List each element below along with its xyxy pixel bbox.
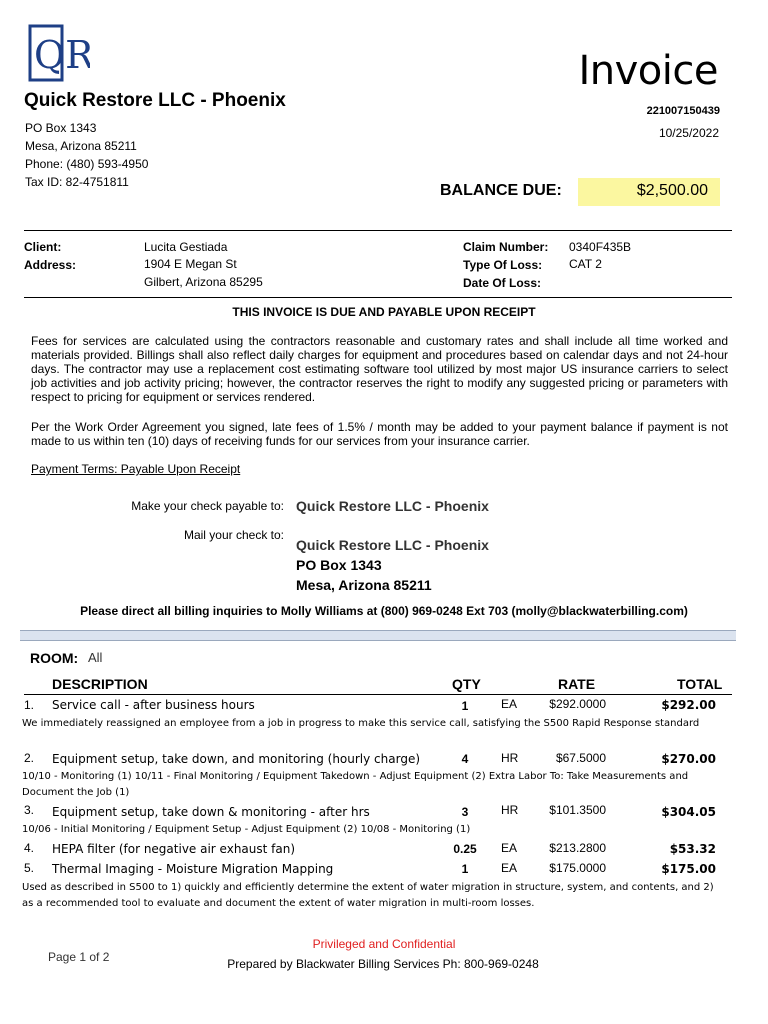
- company-logo: [28, 24, 90, 82]
- row-number: 4.: [24, 841, 35, 855]
- header-rate: RATE: [558, 676, 596, 692]
- late-fee-paragraph: Per the Work Order Agreement you signed, late fees of 1.5% / month may be added to your payment balance if payment is not made to us within ten (10) days of receiving funds for our services from your insurance carrier.: [31, 420, 728, 448]
- section-bar: [20, 630, 736, 641]
- prepared-by: Prepared by Blackwater Billing Services Ph: 800-969-0248: [227, 957, 539, 971]
- row-total: $53.32: [669, 842, 716, 856]
- company-name: Quick Restore LLC - Phoenix: [24, 90, 286, 111]
- row-description: Equipment setup, take down & monitoring - after hrs: [52, 805, 370, 819]
- row-note: We immediately reassigned an employee from a job in progress to make this service call, satisfying the S500 Rapid Response standard: [22, 718, 700, 729]
- company-address-line: PO Box 1343: [25, 121, 97, 135]
- due-heading: THIS INVOICE IS DUE AND PAYABLE UPON RECEIPT: [232, 305, 536, 319]
- company-tax-id: Tax ID: 82-4751811: [25, 175, 129, 189]
- loss-type-label: Type Of Loss:: [463, 258, 543, 272]
- client-address-line2: Gilbert, Arizona 85295: [144, 275, 263, 289]
- row-note: 10/10 - Monitoring (1) 10/11 - Final Monitoring / Equipment Takedown - Adjust Equipment (2) Extra Labor To: Take Measurements and Document the Job (1): [22, 771, 689, 798]
- row-qty: 1: [461, 699, 469, 713]
- invoice-number: 221007150439: [646, 105, 720, 117]
- row-qty: 3: [461, 805, 469, 819]
- loss-date-label: Date Of Loss:: [463, 276, 542, 290]
- invoice-date: 10/25/2022: [658, 126, 719, 140]
- billing-inquiries: Please direct all billing inquiries to Molly Williams at (800) 969-0248 Ext 703 (molly@blackwaterbilling.com): [80, 604, 688, 618]
- mail-to-line1: Quick Restore LLC - Phoenix: [296, 537, 489, 553]
- payment-terms: Payment Terms: Payable Upon Receipt: [31, 462, 241, 476]
- logo-text: QR: [34, 33, 90, 77]
- divider: [24, 297, 732, 298]
- row-rate: $213.2800: [549, 841, 606, 855]
- privileged-notice: Privileged and Confidential: [312, 937, 456, 951]
- row-rate: $292.0000: [549, 697, 606, 711]
- balance-due-amount: $2,500.00: [636, 182, 708, 199]
- payable-to-label: Make your check payable to:: [131, 499, 284, 513]
- row-description: Thermal Imaging - Moisture Migration Mapping: [52, 862, 334, 876]
- row-qty: 4: [461, 752, 469, 766]
- row-rate: $101.3500: [549, 803, 606, 817]
- mail-to-line3: Mesa, Arizona 85211: [296, 577, 432, 593]
- page-number: Page 1 of 2: [48, 950, 110, 964]
- row-qty: 0.25: [453, 842, 477, 856]
- row-rate: $175.0000: [549, 861, 606, 875]
- row-note: Used as described in S500 to 1) quickly and efficiently determine the extent of water migration in structure, system, and contents, and 2) as a recommended tool to evaluate and document the extent of water migration in multi-room losses.: [22, 882, 714, 909]
- payable-to-value: Quick Restore LLC - Phoenix: [296, 498, 489, 514]
- row-total: $304.05: [661, 805, 716, 819]
- row-number: 2.: [24, 751, 35, 765]
- company-address-line: Mesa, Arizona 85211: [25, 139, 137, 153]
- client-name: Lucita Gestiada: [144, 240, 228, 254]
- row-number: 5.: [24, 861, 35, 875]
- invoice-title: Invoice: [578, 48, 718, 94]
- client-address-line1: 1904 E Megan St: [144, 257, 237, 271]
- row-unit: EA: [501, 861, 518, 875]
- room-value: All: [88, 650, 103, 665]
- header-total: TOTAL: [677, 676, 723, 692]
- claim-number-value: 0340F435B: [569, 240, 632, 254]
- row-total: $270.00: [661, 752, 716, 766]
- row-description: HEPA filter (for negative air exhaust fan): [52, 842, 296, 856]
- divider: [24, 230, 732, 231]
- mail-to-label: Mail your check to:: [183, 528, 284, 542]
- row-note: 10/06 - Initial Monitoring / Equipment Setup - Adjust Equipment (2) 10/08 - Monitoring (1): [22, 824, 471, 835]
- row-number: 3.: [24, 803, 35, 817]
- client-label: Client:: [24, 240, 62, 254]
- row-unit: EA: [501, 841, 518, 855]
- claim-number-label: Claim Number:: [463, 240, 549, 254]
- loss-type-value: CAT 2: [569, 257, 602, 271]
- divider: [24, 694, 732, 695]
- row-description: Service call - after business hours: [52, 698, 255, 712]
- balance-due-label: BALANCE DUE:: [440, 182, 562, 199]
- row-unit: EA: [501, 697, 518, 711]
- header-qty: QTY: [452, 676, 481, 692]
- row-total: $292.00: [661, 698, 716, 712]
- company-phone: Phone: (480) 593-4950: [25, 157, 149, 171]
- row-unit: HR: [501, 803, 519, 817]
- address-label: Address:: [24, 258, 77, 272]
- mail-to-line2: PO Box 1343: [296, 557, 382, 573]
- room-label: ROOM:: [30, 650, 79, 666]
- header-description: DESCRIPTION: [52, 676, 148, 692]
- row-rate: $67.5000: [555, 751, 606, 765]
- row-description: Equipment setup, take down, and monitoring (hourly charge): [52, 752, 421, 766]
- row-number: 1.: [24, 698, 35, 712]
- row-qty: 1: [461, 862, 469, 876]
- row-unit: HR: [501, 751, 519, 765]
- row-total: $175.00: [661, 862, 716, 876]
- fees-paragraph: Fees for services are calculated using the contractors reasonable and customary rates and shall include all time worked and materials provided. Billings shall also reflect daily charges for equipment and procedures based on calendar days and not 24-hour days. The contractor may use a replacement cost estimating software tool utilized by most major US insurance carriers to select job activities and job activity pricing; however, the contractor reserves the right to modify any suggested pricing or parameters with respect to pricing for equipment or services rendered.: [31, 334, 728, 404]
